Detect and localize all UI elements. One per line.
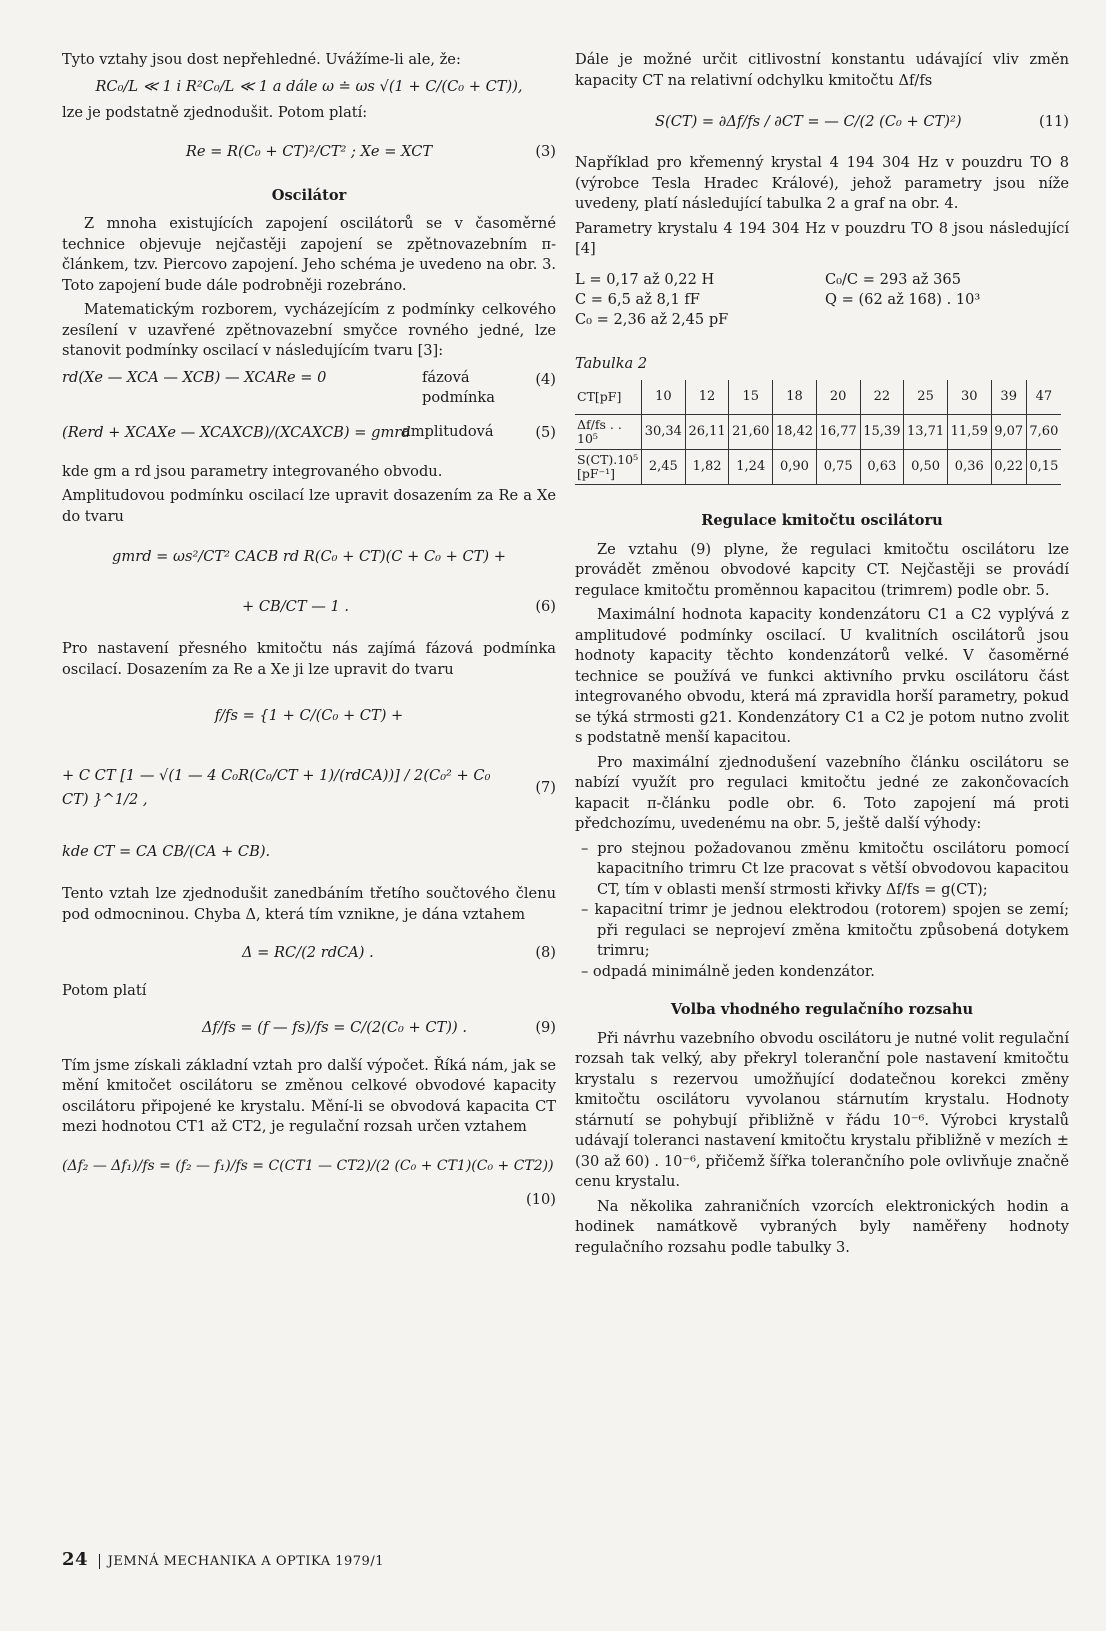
paragraph: Při návrhu vazebního obvodu oscilátoru je nutné volit regulační rozsah tak velký, aby překryl toleranční pole nastavení kmitočtu krystalu s rezervou umožňující dodatečnou korekci změny kmitočtu oscilátoru vyvolanou stárnutím krystalu. Hodnoty stárnutí se pohybují přibližně v řádu 10⁻⁶. Výrobci krystalů udávají toleranci nastavení kmitočtu krystalu přibližně v mezích ±(30 až 60) . 10⁻⁶, přičemž šířka tolerančního pole ovlivňuje značně cenu krystalu. [575, 1029, 1069, 1190]
right-column [575, 50, 1069, 1262]
paragraph: Například pro křemenný krystal 4 194 304 Hz v pouzdru TO 8 (výrobce Tesla Hradec Králové), jehož parametry jsou níže uvedeny, platí následující tabulka 2 a graf na obr. 4. [575, 154, 1069, 212]
table-cell: 7,60 [1026, 415, 1061, 450]
paragraph: Pro maximální zjednodušení vazebního článku oscilátoru se nabízí využít pro regulaci kmitočtu jedné ze zakončovacích kapacit π-článku podle obr. 6. Toto zapojení má proti předchozímu, uvedenému na obr. 5, ještě další výhody: [575, 753, 1069, 832]
equation-4-label: fázová podmínka [422, 368, 495, 406]
equation-11-body: S(CT) = ∂Δf/fs / ∂CT = — C/(2 (C₀ + CT)²) [655, 113, 962, 130]
param-item: Q = (62 až 168) . 10³ [825, 290, 981, 308]
table-cell: 22 [860, 380, 904, 415]
equation-7c: kde CT = CA CB/(CA + CB). [62, 843, 271, 860]
param-item: L = 0,17 až 0,22 H [575, 270, 715, 288]
table-cell: 39 [991, 380, 1026, 415]
equation-7b-body: + C CT [1 — √(1 — 4 C₀R(C₀/CT + 1)/(rdCA))] / 2(C₀² + C₀ CT) }^1/2 , [62, 767, 491, 808]
table-cell: 47 [1026, 380, 1061, 415]
table-header-df: Δf/fs . . 10⁵ [575, 415, 642, 450]
section-heading-oscilator: Oscilátor [271, 186, 347, 204]
table-cell: 11,59 [947, 415, 991, 450]
table-cell: 10 [642, 380, 686, 415]
paragraph: Tento vztah lze zjednodušit zanedbáním třetího součtového členu pod odmocninou. Chyba Δ, která tím vznikne, je dána vztahem [62, 885, 556, 923]
equation-6b [62, 587, 556, 627]
equation-5 [62, 410, 556, 456]
crystal-parameters [575, 270, 1069, 330]
param-item: C = 6,5 až 8,1 fF [575, 290, 700, 308]
equation-3-number: (3) [535, 142, 556, 160]
equation-3 [62, 130, 556, 174]
table-cell: 20 [816, 380, 860, 415]
paragraph: lze je podstatně zjednodušit. Potom platí: [62, 104, 368, 121]
table-cell: 0,63 [860, 450, 904, 485]
list-item: – pro stejnou požadovanou změnu kmitočtu oscilátoru pomocí kapacitního trimru Ct lze pracovat s větší obvodovou kapacitou CT, tím v oblasti menší strmosti křivky Δf/fs = g(CT); [581, 839, 1069, 898]
left-column [62, 50, 556, 1210]
paragraph: kde gm a rd jsou parametry integrovaného obvodu. [62, 462, 443, 480]
paragraph: Pro nastavení přesného kmitočtu nás zajímá fázová podmínka oscilací. Dosazením za Re a Xe ji lze upravit do tvaru [62, 640, 556, 678]
equation-8-number: (8) [535, 943, 556, 961]
list-item: – odpadá minimálně jeden kondenzátor. [581, 962, 875, 980]
table-header-ct: CT[pF] [575, 380, 642, 415]
table-cell: 18 [773, 380, 817, 415]
equation-10-number: (10) [526, 1190, 556, 1208]
equation-10-body: (Δf₂ — Δf₁)/fs = (f₂ — f₁)/fs = C(CT1 — CT2)/(2 (C₀ + CT1)(C₀ + CT2)) [62, 1157, 554, 1174]
paragraph: Ze vztahu (9) plyne, že regulaci kmitočtu oscilátoru lze provádět změnou obvodové kapcity CT. Nejčastěji se provádí regulace kmitočtu proměnnou kapacitou (trimrem) podle obr. 5. [575, 540, 1069, 599]
table-row [575, 380, 1061, 415]
table-cell: 25 [904, 380, 948, 415]
section-heading-volba: Volba vhodného regulačního rozsahu [670, 1001, 974, 1018]
param-item: C₀ = 2,36 až 2,45 pF [575, 310, 729, 328]
paragraph: Matematickým rozborem, vycházejícím z podmínky celkového zesílení v uzavřené zpětnovazební smyčce rovného jedné, lze stanovit podmínky oscilací v následujícím tvaru [3]: [62, 301, 556, 359]
equation-11-number: (11) [1039, 112, 1069, 130]
param-item: C₀/C = 293 až 365 [825, 270, 961, 288]
equation-4-number: (4) [535, 370, 556, 388]
paragraph: Maximální hodnota kapacity kondenzátoru C1 a C2 vyplývá z amplitudové podmínky oscilací. U kvalitních oscilátorů jsou hodnoty kapacity těchto kondenzátorů velké. V časoměrné technice se používá ve funkci aktivního prvku oscilátoru část integrovaného obvodu, která má zpravidla horší parametry, pokud se týká strmosti g21. Kondenzátory C1 a C2 je potom nutno zvolit s podstatně menší kapacitou. [575, 606, 1069, 746]
table-cell: 0,22 [991, 450, 1026, 485]
advantages-list [575, 839, 1069, 983]
table-cell: 0,90 [773, 450, 817, 485]
equation-8 [62, 931, 556, 975]
table-cell: 0,50 [904, 450, 948, 485]
equation-5-number: (5) [535, 423, 556, 441]
page-number: 24 [62, 1549, 89, 1570]
list-item: – kapacitní trimr je jednou elektrodou (rotorem) spojen se zemí; při regulaci se neprojeví změna kmitočtu způsobená dotykem trimru; [581, 901, 1069, 959]
intro-paragraph: Tyto vztahy jsou dost nepřehledné. Uvážíme-li ale, že: [62, 51, 461, 68]
table-cell: 0,36 [947, 450, 991, 485]
table-cell: 0,15 [1026, 450, 1061, 485]
table-header-s: S(CT).10⁵ [pF⁻¹] [575, 450, 642, 485]
equation-6a: gmrd = ωs²/CT² CACB rd R(C₀ + CT)(C + C₀ + CT) + [112, 548, 506, 565]
paragraph: Dále je možné určit citlivostní konstantu udávající vliv změn kapacity CT na relativní odchylku kmitočtu Δf/fs [575, 51, 1069, 89]
equation-6-number: (6) [535, 597, 556, 615]
table-cell: 13,71 [904, 415, 948, 450]
paragraph: Z mnoha existujících zapojení oscilátorů se v časoměrné technice objevuje nejčastěji zapojení se zpětnovazebním π-článkem, tzv. Piercovo zapojení. Jeho schéma je uvedeno na obr. 3. Toto zapojení bude dále podrobněji rozebráno. [62, 215, 556, 294]
paragraph: Amplitudovou podmínku oscilací lze upravit dosazením za Re a Xe do tvaru [62, 487, 556, 525]
page-footer [62, 1550, 384, 1573]
table-caption: Tabulka 2 [575, 354, 648, 372]
paragraph: Tím jsme získali základní vztah pro další výpočet. Říká nám, jak se mění kmitočet oscilátoru se změnou celkové obvodové kapacity oscilátoru připojené ke krystalu. Mění-li se obvodová kapacita CT mezi hodnotou CT1 až CT2, je regulační rozsah určen vztahem [62, 1056, 556, 1135]
equation-7-number: (7) [535, 778, 556, 796]
equation-9-number: (9) [535, 1018, 556, 1036]
equation-9 [62, 1008, 556, 1048]
table-cell: 1,24 [729, 450, 773, 485]
table-cell: 21,60 [729, 415, 773, 450]
table-cell: 30 [947, 380, 991, 415]
equation-conditions: RC₀/L ≪ 1 i R²C₀/L ≪ 1 a dále ω ≐ ωs √(1 + C/(C₀ + CT)), [95, 77, 523, 95]
table-cell: 26,11 [685, 415, 729, 450]
table-cell: 1,82 [685, 450, 729, 485]
table-cell: 12 [685, 380, 729, 415]
table-cell: 16,77 [816, 415, 860, 450]
paragraph: Parametry krystalu 4 194 304 Hz v pouzdru TO 8 jsou následující [4] [575, 219, 1069, 257]
equation-5-body: (Rerd + XCAXe — XCAXCB)/(XCAXCB) = gmrd [62, 423, 411, 441]
paragraph: Potom platí [62, 982, 147, 999]
table-2 [575, 380, 1061, 485]
equation-9-body: Δf/fs = (f — fs)/fs = C/(2(C₀ + CT)) . [202, 1018, 467, 1036]
equation-4 [62, 368, 556, 406]
equation-10 [62, 1144, 556, 1188]
section-heading-regulace: Regulace kmitočtu oscilátoru [701, 512, 943, 529]
table-cell: 15,39 [860, 415, 904, 450]
equation-3-body: Re = R(C₀ + CT)²/CT² ; Xe = XCT [185, 142, 433, 160]
equation-11 [575, 97, 1069, 147]
equation-8-body: Δ = RC/(2 rdCA) . [242, 944, 374, 961]
table-cell: 9,07 [991, 415, 1026, 450]
equation-7a: f/fs = {1 + C/(C₀ + CT) + [214, 707, 404, 724]
equation-7b [62, 752, 556, 824]
table-cell: 2,45 [642, 450, 686, 485]
table-cell: 0,75 [816, 450, 860, 485]
table-cell: 30,34 [642, 415, 686, 450]
table-cell: 15 [729, 380, 773, 415]
equation-4-body: rd(Xe — XCA — XCB) — XCARe = 0 [62, 368, 327, 386]
param-item [825, 310, 1065, 330]
journal-name: JEMNÁ MECHANIKA A OPTIKA 1979/1 [99, 1554, 384, 1569]
equation-5-label: amplitudová [402, 422, 494, 440]
paragraph: Na několika zahraničních vzorcích elektronických hodin a hodinek namátkově vybraných byly naměřeny hodnoty regulačního rozsahu podle tabulky 3. [575, 1197, 1069, 1256]
table-row [575, 450, 1061, 485]
table-row [575, 415, 1061, 450]
table-cell: 18,42 [773, 415, 817, 450]
equation-6b-body: + CB/CT — 1 . [242, 598, 350, 615]
